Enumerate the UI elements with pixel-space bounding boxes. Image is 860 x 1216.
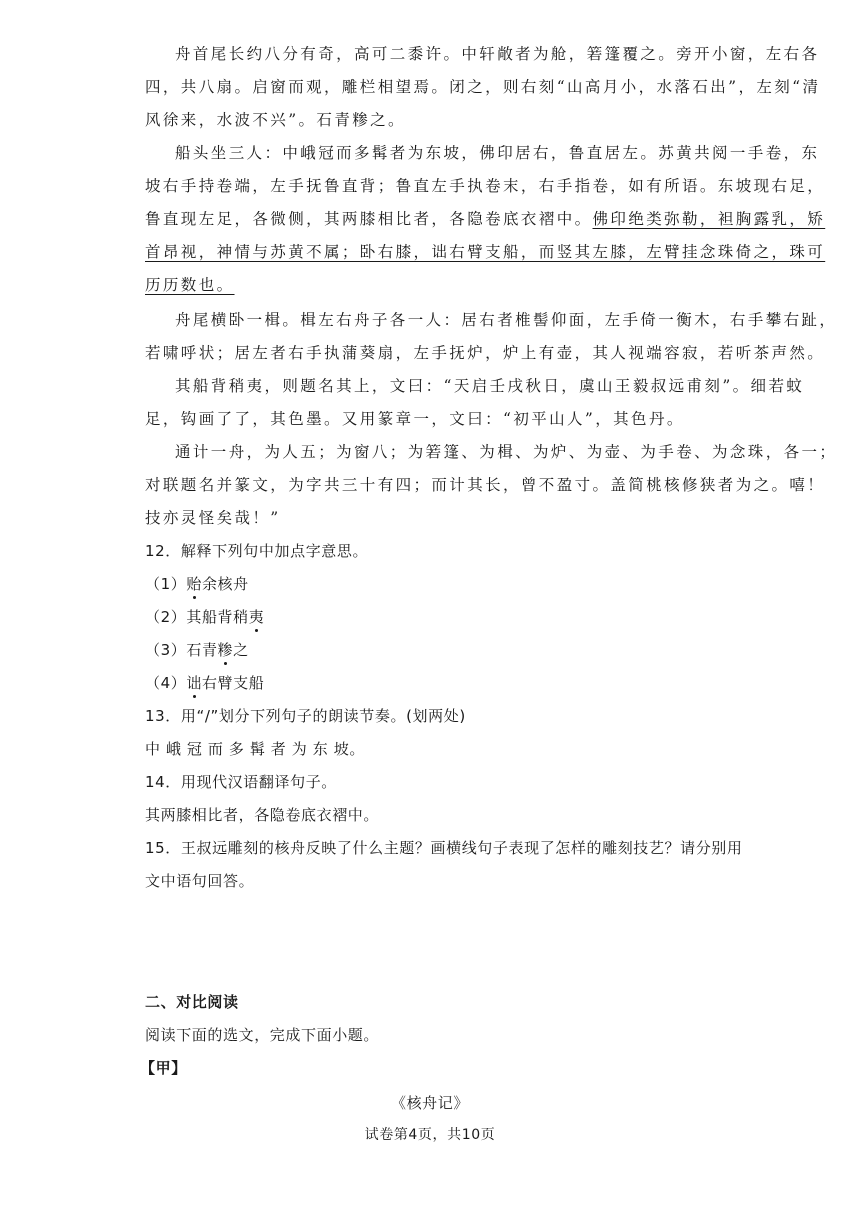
passage-p5-line2: 对联题名并篆文，为字共三十有四；而计其长，曾不盈寸。盖简桃核修狭者为之。嘻！ bbox=[145, 476, 826, 494]
page-footer: 试卷第4页，共10页 bbox=[364, 1127, 496, 1143]
passage-p1-line1: 舟首尾长约八分有奇，高可二黍许。中轩敞者为舱，箬篷覆之。旁开小窗，左右各 bbox=[175, 45, 820, 63]
passage-p4-line1: 其船背稍夷，则题名其上，文曰：“天启壬戌秋日，虞山王毅叔远甫刻”。细若蚊 bbox=[175, 377, 805, 395]
underlined-sentence-start: 佛印绝类弥勒，袒胸露乳，矫 bbox=[592, 210, 826, 228]
q12-item-2-text: 其船背稍 bbox=[186, 608, 249, 626]
passage-p1-line3: 风徐来，水波不兴”。石青糁之。 bbox=[145, 111, 406, 129]
passage-p5-line3: 技亦灵怪矣哉！” bbox=[145, 509, 281, 527]
q13-sentence: 中 峨 冠 而 多 髯 者 为 东 坡。 bbox=[145, 740, 365, 758]
underlined-sentence-line2: 首昂视，神情与苏黄不属；卧右膝，诎右臂支船，而竖其左膝，左臂挂念珠倚之，珠可 bbox=[145, 243, 826, 261]
q15-stem-line2: 文中语句回答。 bbox=[145, 872, 255, 890]
q12-item-2-dotted-char: 夷 bbox=[248, 608, 265, 626]
passage-p3-line2: 若啸呼状；居左者右手执蒲葵扇，左手抚炉，炉上有壶，其人视端容寂，若听茶声然。 bbox=[145, 344, 826, 362]
passage-label: 【甲】 bbox=[140, 1059, 187, 1077]
q12-item-3-dotted-char: 糁 bbox=[217, 641, 234, 659]
q12-item-2-num: （2） bbox=[145, 608, 187, 626]
passage-p2-line1: 船头坐三人：中峨冠而多髯者为东坡，佛印居右，鲁直居左。苏黄共阅一手卷，东 bbox=[175, 144, 820, 162]
passage-p2-line3-plain: 鲁直现左足，各微侧，其两膝相比者，各隐卷底衣褶中。 bbox=[145, 210, 593, 228]
q14-sentence: 其两膝相比者，各隐卷底衣褶中。 bbox=[145, 806, 380, 824]
q12-item-4-dotted-char: 诎 bbox=[186, 674, 202, 692]
q12-item-1-text: 余核舟 bbox=[201, 575, 249, 593]
q14-stem: 14．用现代汉语翻译句子。 bbox=[145, 773, 337, 791]
q12-item-1 bbox=[145, 574, 249, 594]
q12-item-2 bbox=[145, 607, 264, 627]
q12-item-1-num: （1） bbox=[145, 575, 187, 593]
q12-item-3-text-post: 之 bbox=[233, 641, 249, 659]
passage-p1-line2: 四，共八扇。启窗而观，雕栏相望焉。闭之，则右刻“山高月小，水落石出”，左刻“清 bbox=[145, 78, 821, 96]
q12-item-4-num: （4） bbox=[145, 674, 187, 692]
q12-item-3-text-pre: 石青 bbox=[186, 641, 218, 659]
q12-stem: 12．解释下列句中加点字意思。 bbox=[145, 542, 369, 560]
q15-stem-line1: 15．王叔远雕刻的核舟反映了什么主题？画横线句子表现了怎样的雕刻技艺？请分别用 bbox=[145, 839, 743, 857]
passage-p4-line2: 足，钩画了了，其色墨。又用篆章一，文曰：“初平山人”，其色丹。 bbox=[145, 410, 685, 428]
q12-item-4 bbox=[145, 673, 264, 693]
underlined-sentence-line3: 历历数也。 bbox=[145, 276, 235, 294]
q12-item-4-text: 右臂支船 bbox=[201, 674, 265, 692]
passage-p2-line2: 坡右手持卷端，左手抚鲁直背；鲁直左手执卷末，右手指卷，如有所语。东坡现右足， bbox=[145, 177, 826, 195]
q12-item-1-dotted-char: 贻 bbox=[186, 575, 202, 593]
passage-p2-line3 bbox=[145, 209, 825, 229]
q12-item-3 bbox=[145, 640, 249, 660]
passage-p3-line1: 舟尾横卧一楫。楫左右舟子各一人：居右者椎髻仰面，左手倚一衡木，右手攀右趾， bbox=[175, 311, 838, 329]
section-heading: 二、对比阅读 bbox=[145, 993, 239, 1011]
section-instruction: 阅读下面的选文，完成下面小题。 bbox=[145, 1026, 380, 1044]
q12-item-3-num: （3） bbox=[145, 641, 187, 659]
article-title: 《核舟记》 bbox=[390, 1094, 469, 1112]
q13-stem: 13．用“/”划分下列句子的朗读节奏。(划两处) bbox=[145, 707, 466, 725]
passage-p5-line1: 通计一舟，为人五；为窗八；为箬篷、为楫、为炉、为壶、为手卷、为念珠，各一； bbox=[175, 443, 838, 461]
